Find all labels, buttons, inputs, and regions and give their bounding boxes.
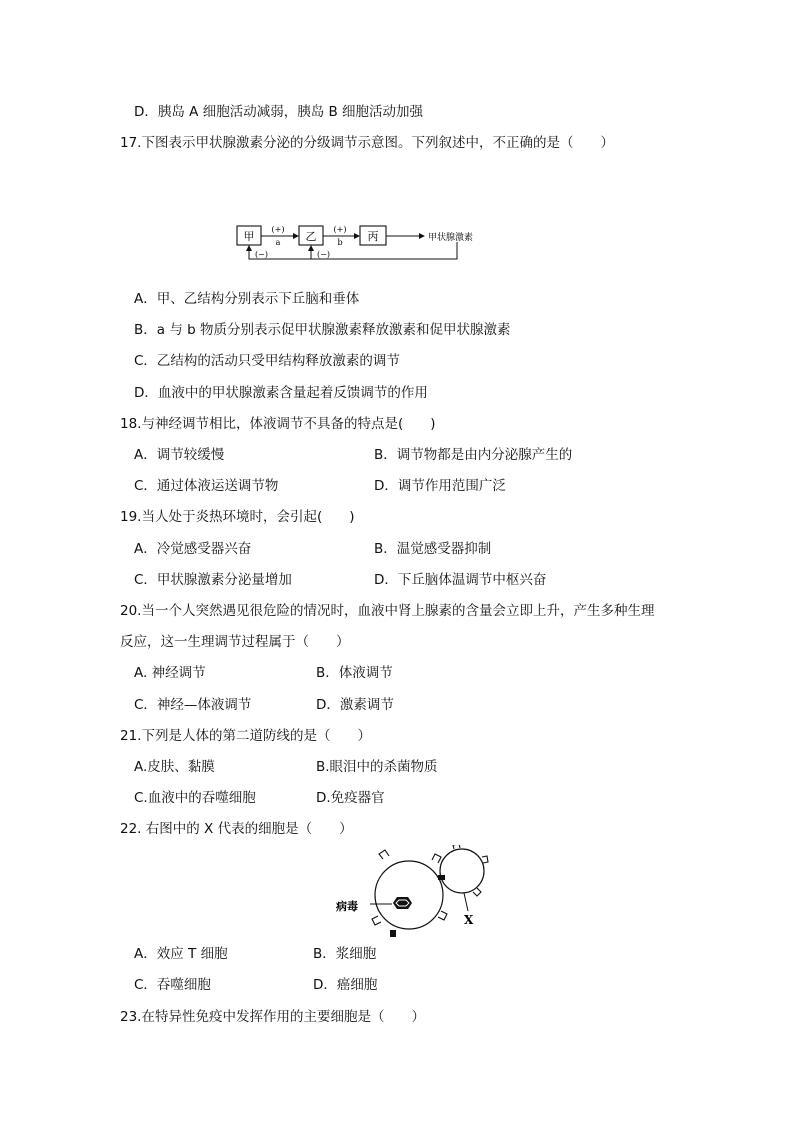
q22-stem: 22. 右图中的 X 代表的细胞是（ ） (120, 821, 353, 837)
q22-option-b: B．浆细胞 (313, 946, 377, 962)
q19-option-b: B．温觉感受器抑制 (374, 541, 492, 557)
box-yi-label: 乙 (305, 230, 317, 243)
q22-option-d: D．癌细胞 (313, 977, 378, 993)
q20-option-b: B．体液调节 (316, 665, 393, 681)
box-jia-label: 甲 (243, 230, 255, 243)
q17-option-c: C．乙结构的活动只受甲结构释放激素的调节 (134, 353, 400, 369)
a-label: a (275, 238, 281, 247)
box-bing-label: 丙 (367, 230, 379, 243)
q19-stem: 19.当人处于炎热环境时，会引起( ) (120, 509, 355, 525)
q20-option-c: C．神经—体液调节 (134, 697, 252, 713)
q16-option-d: D．胰岛 A 细胞活动减弱，胰岛 B 细胞活动加强 (134, 104, 424, 120)
q21-option-a: A.皮肤、黏膜 (134, 759, 215, 775)
q18-option-a: A．调节较缓慢 (134, 447, 225, 463)
q20-option-d: D．激素调节 (316, 697, 394, 713)
q17-option-b: B．a 与 b 物质分别表示促甲状腺激素释放激素和促甲状腺激素 (134, 322, 511, 338)
q21-stem: 21.下列是人体的第二道防线的是（ ） (120, 728, 371, 744)
x-cell (440, 849, 484, 893)
x-label: X (464, 913, 474, 927)
q21-option-b: B.眼泪中的杀菌物质 (316, 759, 438, 775)
q20-option-a: A. 神经调节 (134, 665, 206, 681)
q19-option-a: A．冷觉感受器兴奋 (134, 541, 252, 557)
q18-option-c: C．通过体液运送调节物 (134, 478, 279, 494)
q23-stem: 23.在特异性免疫中发挥作用的主要细胞是（ ） (120, 1009, 425, 1025)
q17-option-a: A．甲、乙结构分别表示下丘脑和垂体 (134, 291, 360, 307)
q18-option-d: D．调节作用范围广泛 (374, 478, 506, 494)
q19-option-d: D．下丘脑体温调节中枢兴奋 (374, 572, 547, 588)
plus-b-label: (+) (333, 225, 347, 234)
q22-option-c: C．吞噬细胞 (134, 977, 211, 993)
q22-cell-diagram (336, 845, 506, 940)
q20-stem-line1: 20.当一个人突然遇见很危险的情况时，血液中肾上腺素的含量会立即上升，产生多种生理 (120, 603, 655, 619)
q18-stem: 18.与神经调节相比，体液调节不具备的特点是( ) (120, 416, 436, 432)
q21-option-c: C.血液中的吞噬细胞 (134, 790, 256, 806)
minus-2-label: (−) (317, 250, 330, 259)
q21-option-d: D.免疫器官 (316, 790, 385, 806)
output-label: 甲状腺激素 (428, 233, 474, 243)
minus-1-label: (−) (255, 250, 268, 259)
q20-stem-line2: 反应，这一生理调节过程属于（ ） (120, 634, 350, 650)
q22-option-a: A．效应 T 细胞 (134, 946, 228, 962)
infected-cell (375, 861, 443, 929)
q17-option-d: D．血液中的甲状腺激素含量起着反馈调节的作用 (134, 385, 428, 401)
q17-stem: 17.下图表示甲状腺激素分泌的分级调节示意图。下列叙述中，不正确的是（ ） (120, 135, 614, 151)
q17-hormone-regulation-diagram (232, 220, 492, 270)
virus-label: 病毒 (336, 900, 358, 913)
plus-a-label: (+) (271, 225, 285, 234)
q18-option-b: B．调节物都是由内分泌腺产生的 (374, 447, 573, 463)
q19-option-c: C．甲状腺激素分泌量增加 (134, 572, 292, 588)
b-label: b (337, 238, 343, 247)
